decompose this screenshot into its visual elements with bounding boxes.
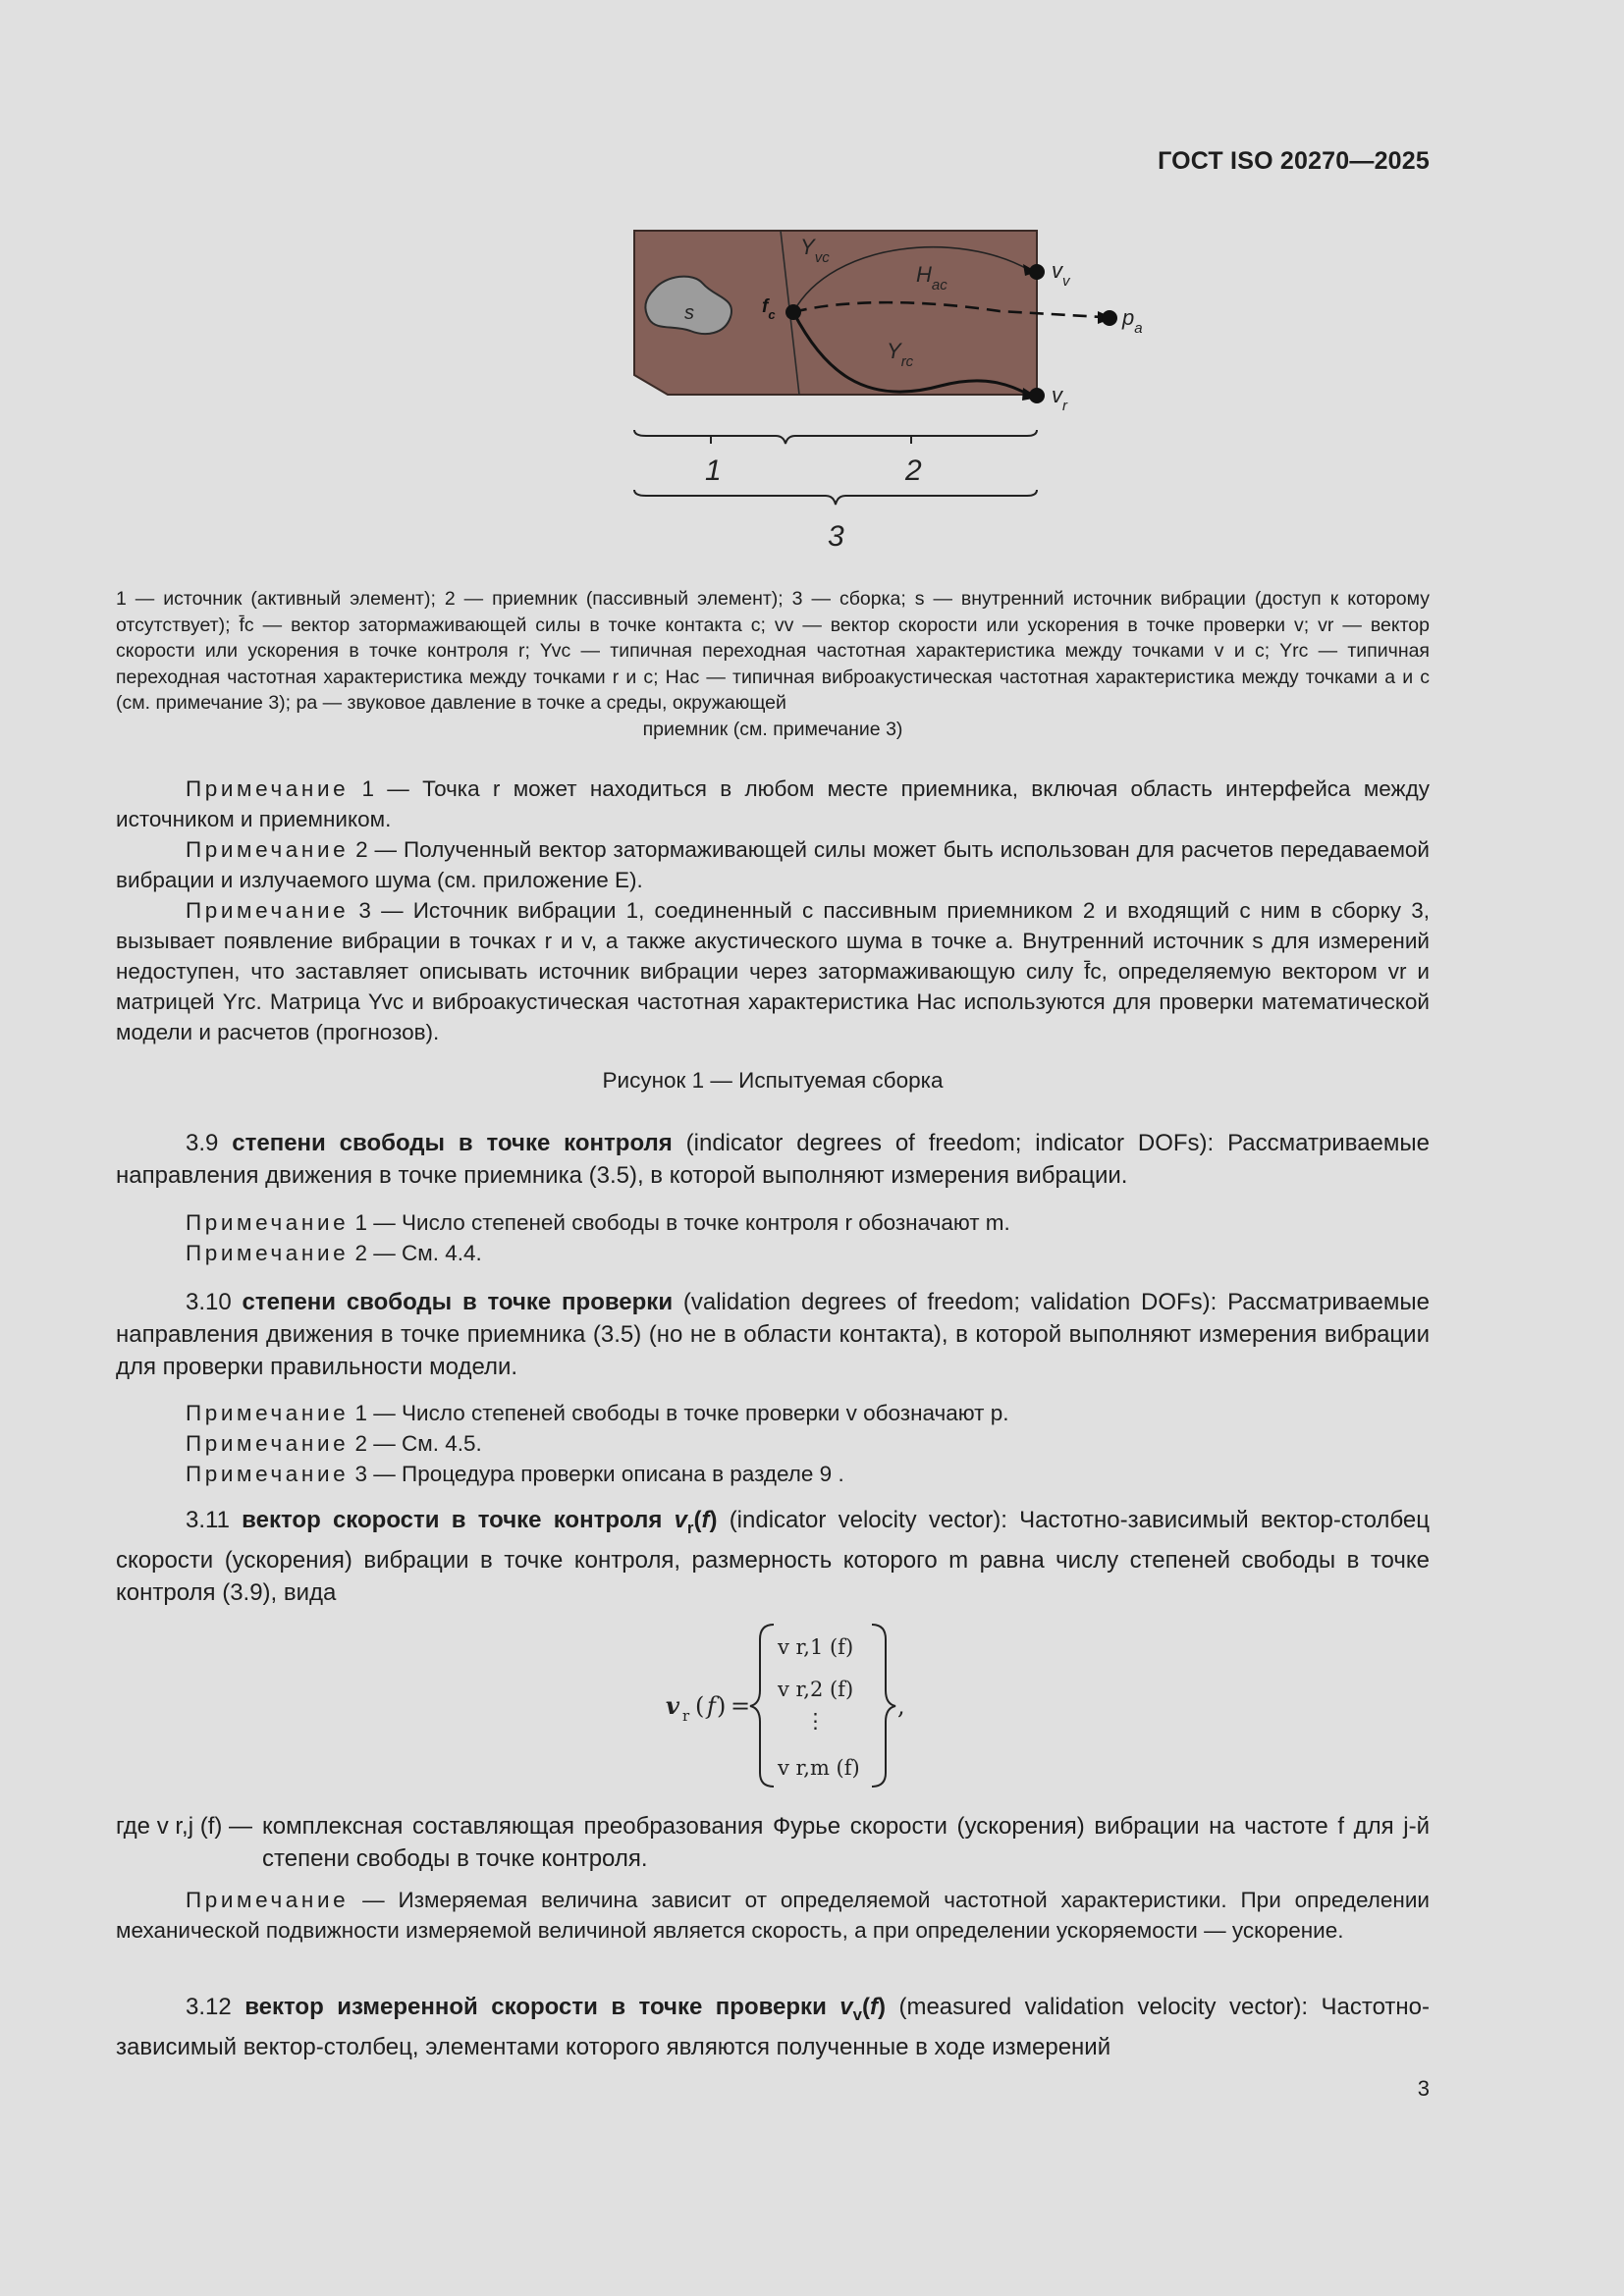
contact-point-c — [785, 304, 801, 320]
svg-text:pa: $p_a$ — [1122, 305, 1143, 337]
figure-legend — [116, 586, 1430, 742]
label-fc: f — [762, 296, 769, 317]
svg-text:,: , — [897, 1692, 905, 1720]
vector-row-m: v r,m (f) — [778, 1756, 860, 1780]
legend-text: 1 — источник (активный элемент); 2 — приемник (пассивный элемент); 3 — сборка; s — внутренний источник вибрации (доступ к которому отсутствует); f̄c — вектор затормаживающей силы в точке контакта c; vv — вектор скорости или ускорения в точке проверки v; vr — вектор скорости или ускорения в точке контроля r; Yvc — типичная переходная частотная характеристика между точками v и c; Yrc — типичная переходная частотная характеристика между точками r и c; Hac — типичная виброакустическая частотная характеристика между точками a и c (см. примечание 3); pa — звуковое давление в точке a среды, окружающей — [116, 588, 1430, 714]
label-pa: p — [1122, 305, 1135, 330]
svg-text:vr: $v_r$ — [1052, 383, 1067, 414]
pressure-point-a — [1102, 310, 1117, 326]
section-3-9-notes — [116, 1207, 1430, 1268]
figure-note-1: Примечание 1 — Точка r может находиться в любом месте приемника, включая область интерфейса между источником и приемником. — [116, 776, 1430, 831]
figure-note-3: Примечание 3 — Источник вибрации 1, соединенный с пассивным приемником 2 и входящий с ним в сборку 3, вызывает появление вибрации в точках r и v, а также акустического шума в точке a. Внутренний источник s для измерений недоступен, что заставляет описывать источник вибрации через затормаживающую силу f̄c, определяемую вектором vr и матрицей Yrc. Матрица Yvc и виброакустическая частотная характеристика Hac используются для проверки математической модели и расчетов (прогнозов). — [116, 898, 1430, 1044]
indicator-vector-formula — [666, 1620, 1078, 1791]
document-page — [116, 0, 1430, 2296]
section-3-10-notes — [116, 1398, 1430, 1489]
brace-1-2 — [634, 430, 1037, 444]
figure-notes — [116, 774, 1430, 1047]
figure-note-2: Примечание 2 — Полученный вектор затормаживающей силы может быть использован для расчетов передаваемой вибрации и излучаемого шума (см. приложение E). — [116, 837, 1430, 892]
standard-header: ГОСТ ISO 20270—2025 — [1158, 147, 1430, 175]
label-s: s — [684, 302, 694, 324]
brace-label-2: 2 — [905, 454, 922, 487]
note-3-10-3: Примечание 3 — Процедура проверки описана в разделе 9 . — [186, 1462, 844, 1486]
validation-point-v — [1029, 264, 1045, 280]
label-vv: v — [1052, 258, 1062, 283]
svg-text:=: = — [731, 1692, 751, 1720]
note-3-9-2: Примечание 2 — См. 4.4. — [186, 1241, 482, 1265]
section-3-10: 3.10 степени свободы в точке проверки (validation degrees of freedom; validation DOFs): Рассматриваемые направления движения в точке приемника (3.5) (но не в области контакта), в которой выполняют измерения вибрации для проверки правильности модели. — [116, 1289, 1430, 1380]
term-3-9: степени свободы в точке контроля — [232, 1130, 673, 1156]
section-3-12: 3.12 вектор измеренной скорости в точке проверки $v_v(f)$ (measured validation velocity vector): Частотно-зависимый вектор-столбец, элементами которого являются полученные в ходе измерений — [116, 1994, 1430, 2060]
assembly-figure — [509, 221, 1176, 560]
svg-text:Yvc: $Y_{vc}$ — [800, 235, 830, 266]
where-lead: где v r,j (f) — — [116, 1813, 253, 1840]
vector-row-2: v r,2 (f) — [778, 1678, 854, 1701]
formula-where — [116, 1810, 1430, 1875]
svg-text:vv: $v_v$ — [1052, 258, 1070, 290]
figure-caption: Рисунок 1 — Испытуемая сборка — [602, 1068, 944, 1093]
section-3-11: 3.11 вектор скорости в точке контроля $v_r(f)$ (indicator velocity vector): Частотно-зависимый вектор-столбец скорости (ускорения) вибрации в точке контроля, размерность которого m равна числу степеней свободы в точке контроля (3.9), вида — [116, 1507, 1431, 1606]
label-yvc: Y — [800, 235, 815, 259]
term-3-11: вектор скорости в точке контроля — [242, 1507, 663, 1533]
svg-text:f: f — [707, 1692, 716, 1720]
svg-text:fc: $f_c$ — [762, 296, 776, 322]
label-hac: H — [916, 262, 932, 287]
section-3-9: 3.9 степени свободы в точке контроля (indicator degrees of freedom; indicator DOFs): Рассматриваемые направления движения в точке приемника (3.5), в которой выполняют измерения вибрации. — [116, 1130, 1430, 1189]
svg-text:Yrc: $Y_{rc}$ — [887, 339, 914, 370]
note-3-10-2: Примечание 2 — См. 4.5. — [186, 1431, 482, 1456]
vector-row-dots: ⋮ — [805, 1709, 826, 1733]
vector-row-1: v r,1 (f) — [778, 1635, 854, 1659]
brace-label-1: 1 — [705, 454, 722, 487]
note-3-9-1: Примечание 1 — Число степеней свободы в точке контроля r обозначают m. — [186, 1210, 1010, 1235]
term-3-12: вектор измеренной скорости в точке проверки — [244, 1994, 827, 2020]
where-text: комплексная составляющая преобразования Фурье скорости (ускорения) вибрации на частоте f для j-й степени свободы в точке контроля. — [262, 1813, 1430, 1872]
svg-text:): ) — [717, 1692, 727, 1720]
label-vr: v — [1052, 383, 1062, 407]
brace-3 — [634, 490, 1037, 505]
svg-text:Hac: $H_{ac}$ — [916, 262, 947, 294]
svg-text:v: v — [666, 1691, 679, 1720]
brace-label-3: 3 — [828, 520, 844, 553]
indicator-point-r — [1029, 388, 1045, 403]
svg-text:(: ( — [695, 1692, 705, 1720]
page-number: 3 — [1417, 2076, 1430, 2101]
note-3-10-1: Примечание 1 — Число степеней свободы в точке проверки v обозначают p. — [186, 1401, 1009, 1425]
section-3-11-note: Примечание — Измеряемая величина зависит от определяемой частотной характеристики. При определении механической подвижности измеряемой величиной является скорость, а при определении ускоряемости — ускорение. — [116, 1888, 1430, 1943]
svg-text:r: r — [682, 1707, 690, 1725]
term-3-10: степени свободы в точке проверки — [242, 1289, 674, 1315]
legend-text-last: приемник (см. примечание 3) — [642, 718, 903, 740]
label-yrc: Y — [887, 339, 901, 363]
